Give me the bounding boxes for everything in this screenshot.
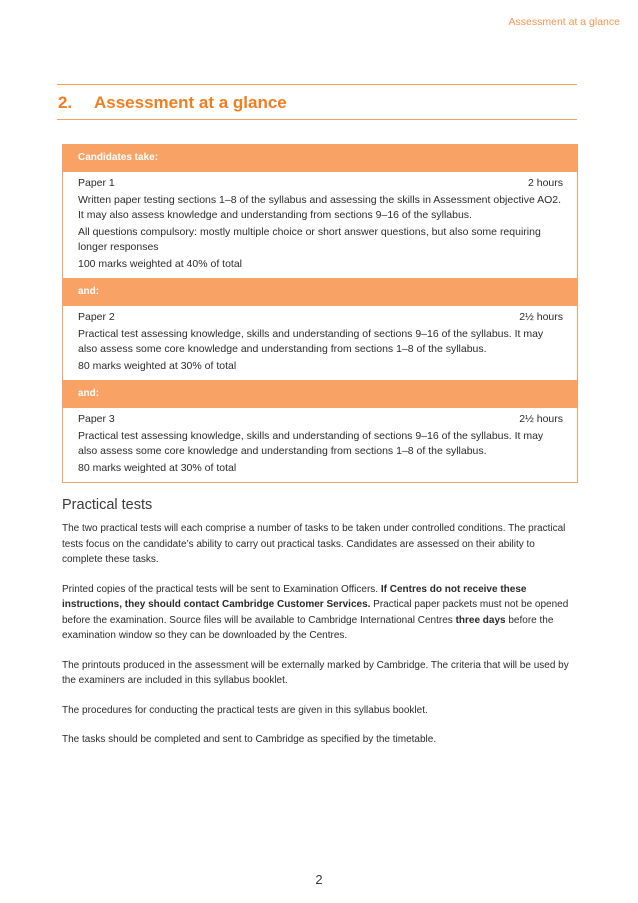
and-band-2: and: xyxy=(63,380,577,408)
assessment-table xyxy=(62,144,578,483)
p2-text-a: Printed copies of the practical tests will be sent to Examination Officers. xyxy=(62,583,381,595)
paper-3-name: Paper 3 xyxy=(78,413,115,425)
top-rule xyxy=(57,84,577,85)
practical-paragraph-3: The printouts produced in the assessment will be externally marked by Cambridge. The criteria that will be used by the examiners are included in this syllabus booklet. xyxy=(62,659,569,686)
paper-3-marks: 80 marks weighted at 30% of total xyxy=(78,462,237,474)
paper-2-block xyxy=(63,306,577,380)
p2-bold-three-days: three days xyxy=(455,614,506,626)
page-number: 2 xyxy=(315,872,323,887)
p2-text-b: Practical paper packets must not be opened before the examination. Source files will be available to Cambridge International Centres xyxy=(62,599,569,626)
paper-1-marks: 100 marks weighted at 40% of total xyxy=(78,258,243,270)
bottom-rule xyxy=(57,119,577,120)
practical-paragraph-5: The tasks should be completed and sent to Cambridge as specified by the timetable. xyxy=(62,734,437,745)
paper-3-duration: 2½ hours xyxy=(519,413,563,425)
section-title-text: Assessment at a glance xyxy=(94,93,287,112)
practical-paragraph-4: The procedures for conducting the practical tests are given in this syllabus booklet. xyxy=(62,704,428,716)
practical-paragraph-2 xyxy=(62,582,576,644)
and-band-1: and: xyxy=(63,278,577,306)
paper-3-block xyxy=(63,408,577,482)
paper-1-name: Paper 1 xyxy=(78,177,115,189)
practical-paragraph-1: The two practical tests will each comprise a number of tasks to be taken under controlled conditions. The practical tests focus on the candidate’s ability to carry out practical tasks. Candidates are assessed on their ability to complete these tasks. xyxy=(62,523,566,565)
practical-tests-section xyxy=(62,497,576,762)
paper-2-duration: 2½ hours xyxy=(519,311,563,323)
running-head: Assessment at a glance xyxy=(508,16,620,28)
paper-3-description: Practical test assessing knowledge, skills and understanding of sections 9–16 of the syllabus. It may also assess some core knowledge and understanding from sections 1–8 of the syllabus. xyxy=(78,430,544,457)
p2-bold-contact: If Centres do not receive these instructions, they should contact Cambridge Customer Services. xyxy=(62,583,527,610)
paper-1-note: All questions compulsory: mostly multiple choice or short answer questions, but also some requiring longer responses xyxy=(78,226,541,253)
paper-2-description: Practical test assessing knowledge, skills and understanding of sections 9–16 of the syllabus. It may also assess some core knowledge and understanding from sections 1–8 of the syllabus. xyxy=(78,328,544,355)
paper-1-description: Written paper testing sections 1–8 of the syllabus and assessing the skills in Assessment objective AO2. It may also assess knowledge and understanding from sections 9–16 of the syllabus. xyxy=(78,194,562,221)
paper-1-block xyxy=(63,172,577,278)
p2-text-c: before the examination window so they can be downloaded by the Centres. xyxy=(62,614,554,641)
practical-tests-heading: Practical tests xyxy=(62,497,153,513)
section-title xyxy=(58,93,287,113)
paper-1-duration: 2 hours xyxy=(527,177,563,189)
section-number: 2. xyxy=(58,93,73,112)
candidates-take-band: Candidates take: xyxy=(63,144,577,172)
paper-2-name: Paper 2 xyxy=(78,311,115,323)
paper-2-marks: 80 marks weighted at 30% of total xyxy=(78,360,237,372)
